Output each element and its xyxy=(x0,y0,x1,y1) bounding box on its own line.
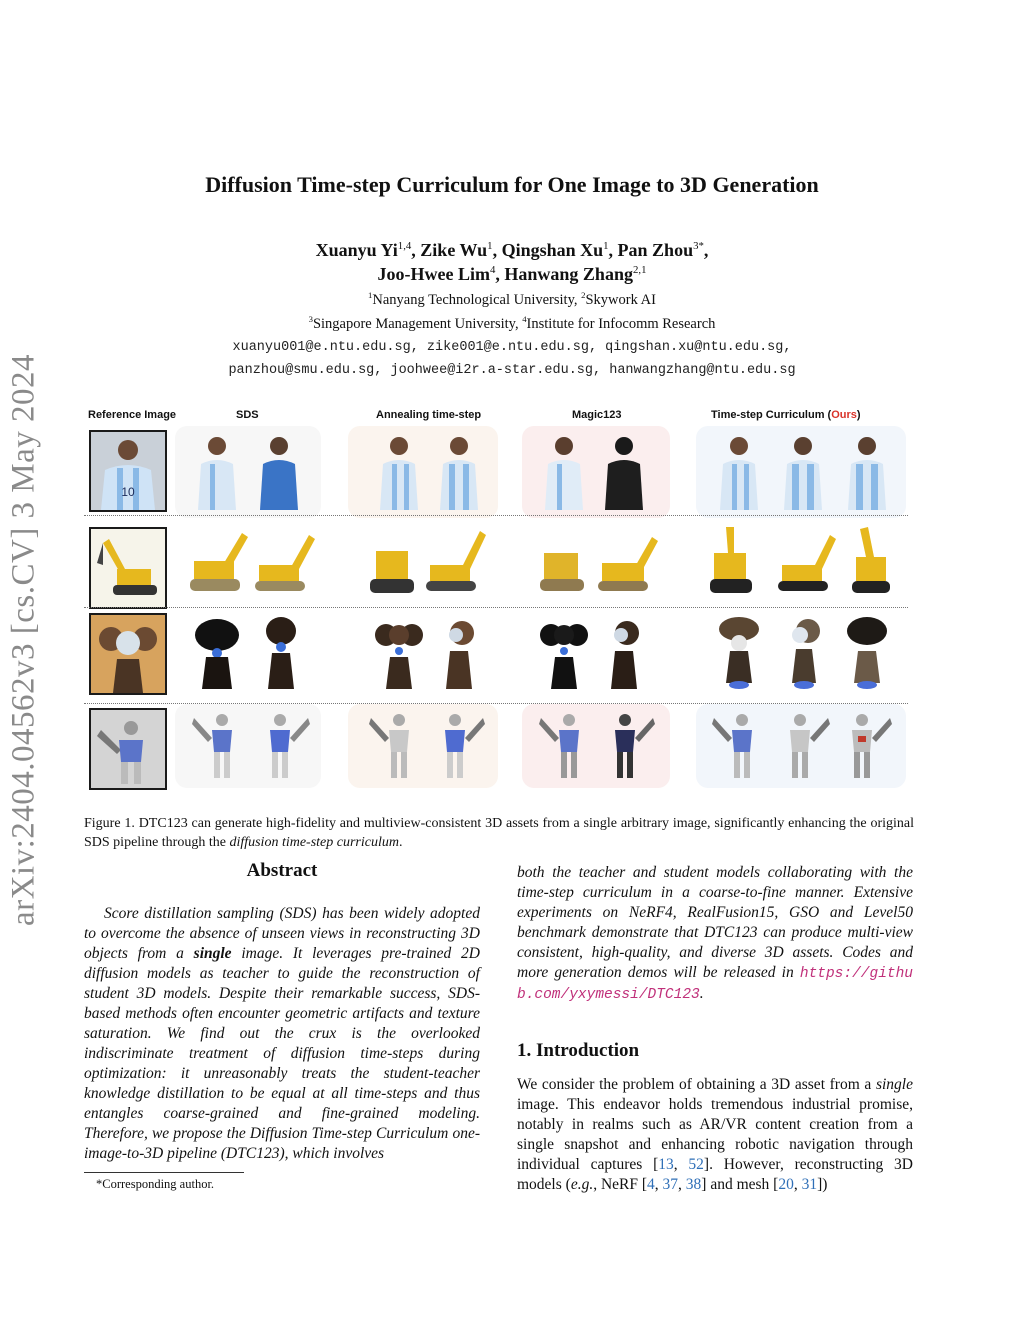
sds-jersey-front xyxy=(192,434,242,510)
author-sup: 2,1 xyxy=(632,264,647,276)
intro-text: We consider the problem of obtaining a 3D asset from a xyxy=(517,1076,876,1093)
reference-image-excavator xyxy=(89,527,167,609)
affil-sup: 4 xyxy=(522,314,527,325)
email-line-2: panzhou@smu.edu.sg, joohwee@i2r.a-star.edu.sg, hanwangzhang@ntu.edu.sg xyxy=(228,363,796,378)
footnote-rule xyxy=(84,1172,244,1173)
citation[interactable]: 52 xyxy=(688,1156,704,1173)
paper-title: Diffusion Time-step Curriculum for One Image to 3D Generation xyxy=(205,172,819,197)
magic123-doll-2 xyxy=(599,613,649,689)
intro-text: , NeRF [ xyxy=(593,1176,648,1193)
annealing-knight-2 xyxy=(429,708,485,784)
magic123-excavator-2 xyxy=(594,527,664,599)
author-name: Joo-Hwee Lim xyxy=(377,264,490,284)
affil-text: Institute for Infocomm Research xyxy=(526,316,716,332)
author-sup: 3* xyxy=(693,240,704,252)
magic123-jersey-front xyxy=(539,434,589,510)
annealing-knight-1 xyxy=(369,708,425,784)
abstract-heading: Abstract xyxy=(246,860,318,881)
curriculum-jersey-1 xyxy=(714,434,764,510)
abstract-bold-single: single xyxy=(193,945,232,962)
curriculum-jersey-2 xyxy=(778,434,828,510)
jersey-reference-picture xyxy=(91,432,165,510)
annealing-jersey-back xyxy=(434,434,484,510)
reference-image-doll xyxy=(89,613,167,695)
reference-image-jersey xyxy=(89,430,167,512)
excavator-reference-picture xyxy=(91,529,165,607)
intro-sep: , xyxy=(654,1176,663,1193)
figure-caption xyxy=(84,814,914,852)
intro-text: image. This endeavor holds tremendous industrial promise, notably in realms such as AR/VR content creation from a single snapshot and enhancing robotic navigation through individual captures [ xyxy=(517,1096,913,1173)
annealing-jersey-front xyxy=(374,434,424,510)
author-line-2: Joo-Hwee Lim$^4$, Hanwang Zhang$^{2,1}$ xyxy=(377,264,647,284)
caption-emphasis: diffusion time-step curriculum xyxy=(229,835,399,850)
abstract-text: both the teacher and student models collaborating with the time-step curriculum in a coarse-to-fine manner. Extensive experiments on NeRF4, RealFusion15, GSO and Level50 benchmark demonstrate that DTC123 can produce multi-view consistent, high-quality, and diverse 3D assets. Codes and more generation demos will be released in xyxy=(517,864,913,981)
author-sup: 1 xyxy=(603,240,609,252)
magic123-knight-2 xyxy=(599,708,655,784)
author-line-1: Xuanyu Yi$^{1,4}$, Zike Wu$^1$, Qingshan Xu$^1$, Pan Zhou$^{3*}$, xyxy=(315,240,709,260)
intro-sep: , xyxy=(793,1176,802,1193)
affiliation-line-2 xyxy=(0,316,1024,333)
doll-reference-picture xyxy=(91,615,165,693)
affil-text: Singapore Management University, xyxy=(312,316,523,332)
sds-knight-2 xyxy=(254,708,310,784)
affil-text: Nanyang Technological University, xyxy=(372,292,582,308)
citation[interactable]: 38 xyxy=(685,1176,702,1193)
svg-text:10: 10 xyxy=(121,485,135,499)
annealing-excavator-1 xyxy=(362,527,422,599)
sds-knight-1 xyxy=(192,708,248,784)
author-sup: 4 xyxy=(490,264,496,276)
abstract-text: image. It leverages pre-trained 2D diffusion models as teacher to guide the reconstruction of student 3D models. Despite their remarkable success, SDS-based methods often encounter geometric artifacts and texture saturation. We find out the crux is the overlooked indiscriminate treatment of diffusion time-steps during optimization: it unreasonably treats the student-teacher knowledge distillation to be equal at all time-steps and thus entangles coarse-grained and fine-grained modeling. Therefore, we propose the Diffusion Time-step Curriculum one-image-to-3D pipeline (DTC123), which involves xyxy=(84,945,480,1162)
email-line-1: xuanyu001@e.ntu.edu.sg, zike001@e.ntu.edu.sg, qingshan.xu@ntu.edu.sg, xyxy=(232,340,792,355)
figure-row-divider xyxy=(84,607,908,608)
col-header-ours: Ours xyxy=(831,409,857,421)
magic123-doll-1 xyxy=(539,613,589,689)
magic123-jersey-back xyxy=(599,434,649,510)
col-header-magic123: Magic123 xyxy=(572,409,622,421)
curriculum-knight-1 xyxy=(712,708,768,784)
github-link[interactable]: https://github.com/yxymessi/DTC123 xyxy=(517,966,913,1003)
magic123-excavator-1 xyxy=(532,527,592,599)
col-header-curriculum-end: ) xyxy=(856,409,861,421)
intro-text: ]) xyxy=(817,1176,828,1193)
author-sup: 1 xyxy=(487,240,493,252)
curriculum-jersey-3 xyxy=(842,434,892,510)
col-header-annealing: Annealing time-step xyxy=(376,409,482,421)
col-header-curriculum-text: Time-step Curriculum ( xyxy=(711,409,832,421)
abstract-text: Score distillation sampling (SDS) has been widely adopted to overcome the absence of unseen views in reconstructing 3D objects from a xyxy=(84,905,480,962)
author-sup: 1,4 xyxy=(397,240,412,252)
author-name: Qingshan Xu xyxy=(501,240,604,260)
affiliation-line-1 xyxy=(0,292,1024,309)
abstract-continued xyxy=(517,863,913,1005)
author-name: Zike Wu xyxy=(420,240,488,260)
annealing-doll-1 xyxy=(374,613,424,689)
annealing-doll-2 xyxy=(434,613,484,689)
abstract-body xyxy=(84,904,480,1164)
sds-jersey-back xyxy=(254,434,304,510)
curriculum-doll-1 xyxy=(714,613,764,689)
figure-row-excavator xyxy=(84,527,908,619)
reference-image-knight xyxy=(89,708,167,790)
footnote: *Corresponding author. xyxy=(96,1177,215,1191)
arxiv-identifier: arXiv:2404.04562v3 [cs.CV] 3 May 2024 xyxy=(5,353,42,927)
author-name: Pan Zhou xyxy=(617,240,694,260)
citation[interactable]: 13 xyxy=(658,1156,674,1173)
col-header-reference: Reference Image xyxy=(88,409,177,421)
citation[interactable]: 4 xyxy=(647,1176,655,1193)
intro-emphasis: single xyxy=(875,1076,913,1093)
introduction-heading: 1. Introduction xyxy=(517,1040,640,1061)
curriculum-doll-3 xyxy=(842,613,892,689)
curriculum-knight-3 xyxy=(836,708,892,784)
abstract-end: . xyxy=(699,985,704,1002)
intro-text: ] and mesh [ xyxy=(701,1176,779,1193)
citation[interactable]: 31 xyxy=(801,1176,818,1193)
author-name: Xuanyu Yi xyxy=(315,240,398,260)
sds-excavator-1 xyxy=(184,527,254,599)
caption-text: Figure 1. DTC123 can generate high-fidelity and multiview-consistent 3D assets from a single arbitrary image, significantly enhancing the original SDS pipeline through the xyxy=(84,816,914,850)
figure-row-doll xyxy=(84,613,908,705)
curriculum-doll-2 xyxy=(778,613,828,689)
sds-doll-2 xyxy=(256,613,306,689)
sds-excavator-2 xyxy=(249,527,319,599)
col-header-curriculum xyxy=(711,409,861,421)
intro-sep: , xyxy=(673,1156,689,1173)
affil-sup: 2 xyxy=(581,290,586,301)
figure-row-jersey xyxy=(84,430,908,522)
curriculum-excavator-1 xyxy=(706,527,756,599)
affil-sup: 3 xyxy=(308,314,313,325)
knight-reference-picture xyxy=(91,710,165,788)
intro-emphasis: e.g. xyxy=(570,1176,594,1193)
curriculum-knight-2 xyxy=(774,708,830,784)
affil-sup: 1 xyxy=(368,290,373,301)
intro-sep: , xyxy=(678,1176,686,1193)
curriculum-excavator-3 xyxy=(846,527,896,599)
citation[interactable]: 20 xyxy=(778,1176,794,1193)
author-name: Hanwang Zhang xyxy=(504,264,633,284)
introduction-body xyxy=(517,1075,913,1195)
citation[interactable]: 37 xyxy=(662,1176,679,1193)
figure-row-divider xyxy=(84,515,908,516)
figure-row-knight xyxy=(84,708,908,800)
annealing-excavator-2 xyxy=(422,527,492,599)
affil-text: Skywork AI xyxy=(585,292,656,308)
magic123-knight-1 xyxy=(539,708,595,784)
caption-end: . xyxy=(398,835,403,850)
curriculum-excavator-2 xyxy=(774,527,844,599)
col-header-sds: SDS xyxy=(236,409,259,421)
intro-text: ]. However, reconstructing 3D models ( xyxy=(517,1156,914,1193)
sds-doll-1 xyxy=(192,613,242,689)
